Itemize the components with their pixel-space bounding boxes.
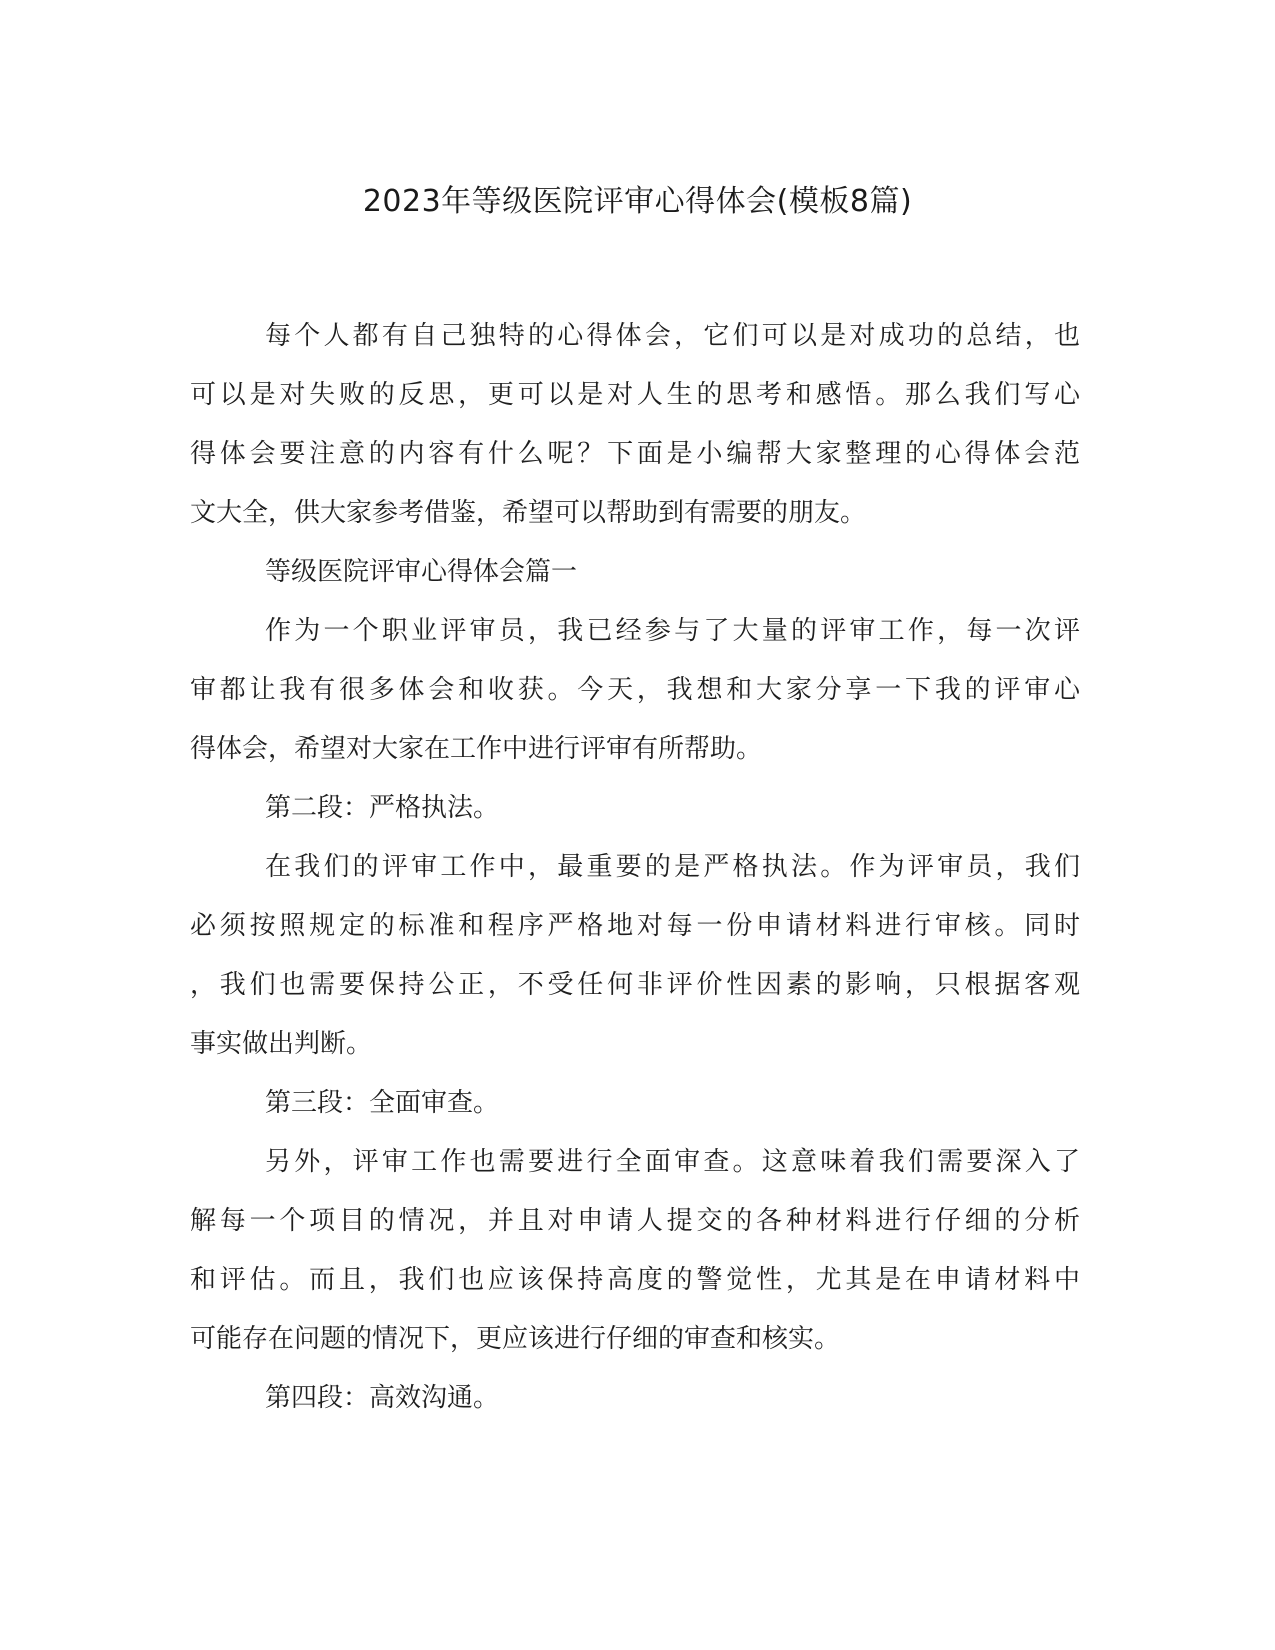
section-heading: 第二段：严格执法。 [265, 793, 500, 823]
paragraph-line: 得体会，希望对大家在工作中进行评审有所帮助。 [190, 734, 763, 764]
paragraph-line: 必须按照规定的标准和程序严格地对每一份申请材料进行审核。同时 [190, 911, 1080, 941]
document-title: 2023年等级医院评审心得体会(模板8篇) [362, 184, 913, 219]
section-heading: 第三段：全面审查。 [265, 1088, 500, 1118]
paragraph-line: 得体会要注意的内容有什么呢？下面是小编帮大家整理的心得体会范 [190, 439, 1080, 469]
paragraph-line: 作为一个职业评审员，我已经参与了大量的评审工作，每一次评 [265, 616, 1080, 646]
paragraph-line: 可以是对失败的反思，更可以是对人生的思考和感悟。那么我们写心 [190, 380, 1080, 410]
paragraph-line: 在我们的评审工作中，最重要的是严格执法。作为评审员，我们 [265, 852, 1080, 882]
paragraph-line: 可能存在问题的情况下，更应该进行仔细的审查和核实。 [190, 1324, 841, 1354]
paragraph-line: 事实做出判断。 [190, 1029, 373, 1059]
paragraph-line: ，我们也需要保持公正，不受任何非评价性因素的影响，只根据客观 [190, 970, 1080, 1000]
paragraph-line: 解每一个项目的情况，并且对申请人提交的各种材料进行仔细的分析 [190, 1206, 1080, 1236]
section-heading: 等级医院评审心得体会篇一 [265, 557, 578, 587]
paragraph-line: 审都让我有很多体会和收获。今天，我想和大家分享一下我的评审心 [190, 675, 1080, 705]
section-heading: 第四段：高效沟通。 [265, 1383, 500, 1413]
paragraph-line: 另外，评审工作也需要进行全面审查。这意味着我们需要深入了 [265, 1147, 1080, 1177]
paragraph-line: 文大全，供大家参考借鉴，希望可以帮助到有需要的朋友。 [190, 498, 867, 528]
paragraph-line: 和评估。而且，我们也应该保持高度的警觉性，尤其是在申请材料中 [190, 1265, 1080, 1295]
paragraph-line: 每个人都有自己独特的心得体会，它们可以是对成功的总结，也 [265, 321, 1080, 351]
